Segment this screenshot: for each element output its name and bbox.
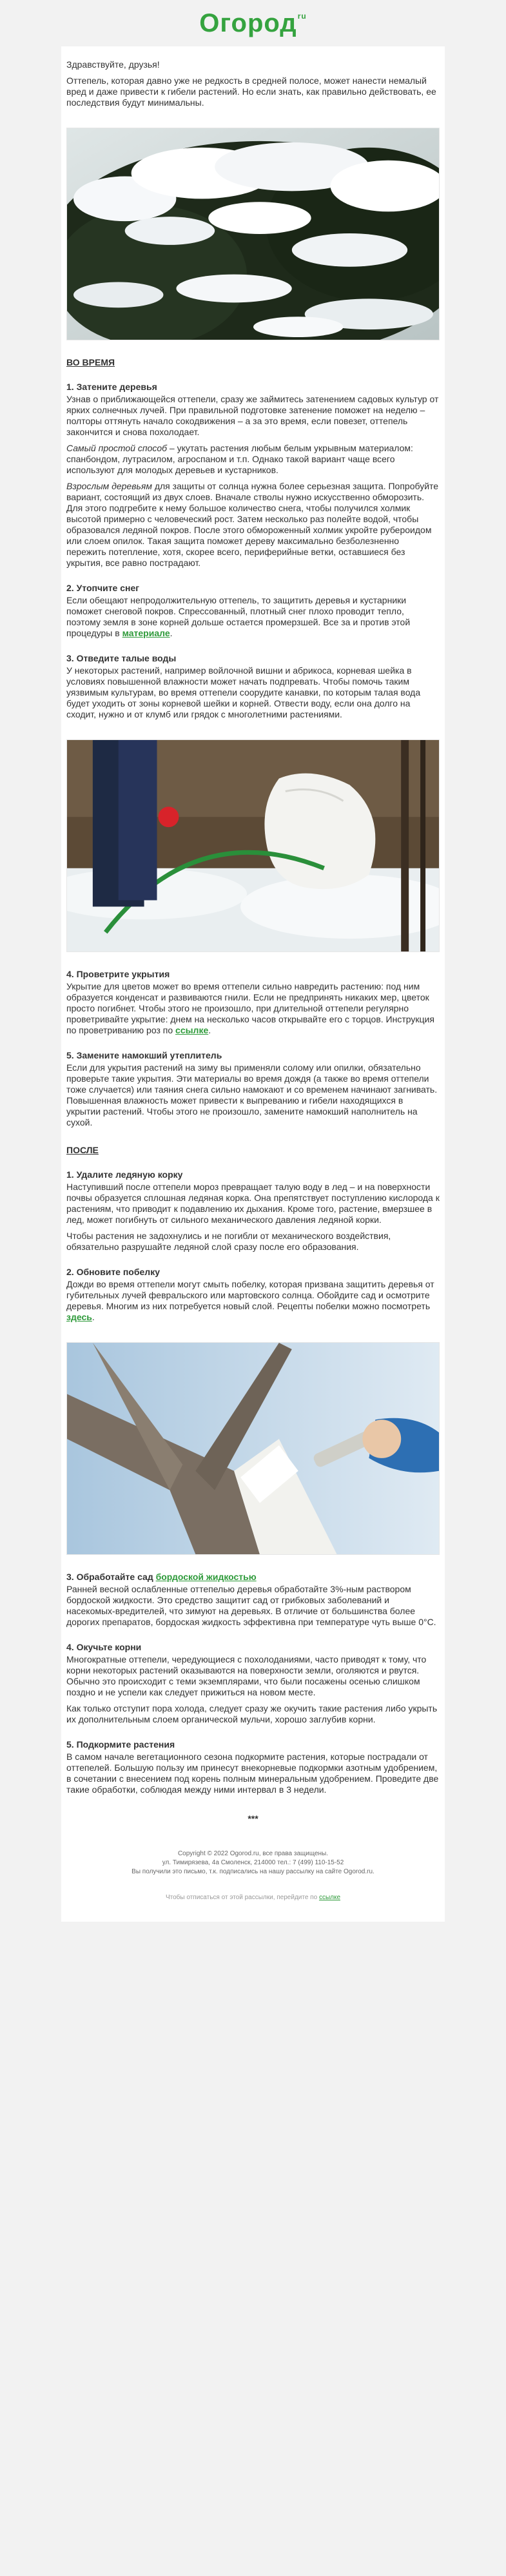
whitewash-recipes-link[interactable]: здесь — [66, 1312, 92, 1322]
after-step2-text — [66, 1279, 440, 1323]
intro-text: Оттепель, которая давно уже не редкость в средней полосе, может нанести немалый вред и даже привести к гибели растений. Но если знать, как правильно действовать, ее последствия будут минимальны. — [66, 75, 436, 108]
step1-text-2-rest: – укутать растения любым белым укрывным материалом: спанбондом, лутрасилом, агроспаном и т.п. Однако такой вариант чаще всего используют для молодых деревьев и кустарников. — [66, 443, 413, 475]
step4-text-end: . — [208, 1025, 211, 1035]
email-body — [61, 46, 445, 1922]
during-step3-text: У некоторых растений, например войлочной вишни и абрикоса, корневая шейка в условиях повышенной влажности может начать подпревать. Чтобы помочь таким уязвимым культурам, во время оттепели соорудите канавки, по которым талая вода будет уходить от зоны корневой шейки и корней. Отвести воду, если она долго на сходит, нужно и от клумб или грядок с многолетними растениями. — [66, 665, 421, 719]
step4-text-body: Укрытие для цветов может во время оттепели сильно навредить растению: под ним образуется конденсат и развиваются гнили. Если не предпринять никаких мер, цветок просто погибнет. Чтобы этого не произошло, при длительной оттепели регулярно проветривайте укрытие: днем на несколько часов открывайте его с торцов. Инструкция по проветриванию роз по — [66, 981, 434, 1035]
logo-domain: ru — [297, 11, 307, 21]
photo-whitewashing-tree — [66, 1342, 440, 1555]
greeting: Здравствуйте, друзья! — [66, 59, 160, 70]
logo-text: Огород — [199, 8, 297, 37]
during-step1-text: Узнав о приближающейся оттепели, сразу же займитесь затенением садовых культур от ярких солнечных лучей. При правильной подготовке затенение поможет на неделю – полторы оттянуть начало сокодвижения – а за это время, если повезет, оттепель закончится и снова похолодает. — [66, 394, 439, 437]
after-step1-text-2: Чтобы растения не задохнулись и не погибли от механического воздействия, обязательно разрушайте ледяной слой сразу после его образования. — [66, 1231, 391, 1252]
photo-snowy-bush — [66, 128, 440, 340]
after-step4-text-2: Как только отступит пора холода, следует сразу же окучить такие растения либо укрыть их дополнительным слоем органической мульчи, хорошо заглубив корни. — [66, 1703, 438, 1724]
section-title-after: ПОСЛЕ — [66, 1145, 99, 1155]
after-step5-heading: 5. Подкормите растения — [66, 1739, 175, 1750]
after-step1-heading: 1. Удалите ледяную корку — [66, 1169, 183, 1180]
separator-stars: *** — [248, 1813, 258, 1824]
bordeaux-mixture-link[interactable]: бордоской жидкостью — [155, 1572, 257, 1582]
during-step4-text — [66, 981, 440, 1036]
after-step3-heading-pre: 3. Обработайте сад — [66, 1572, 156, 1582]
copyright: Copyright © 2022 Ogorod.ru, все права защищены. — [177, 1850, 329, 1857]
during-step2-heading: 2. Утопчите снег — [66, 583, 140, 593]
after-step4-heading: 4. Окучьте корни — [66, 1642, 142, 1652]
email-footer — [66, 1837, 440, 1902]
after-step1-text: Наступивший после оттепели мороз превращает талую воду в лед – и на поверхности почвы образуется сплошная ледяная корка. Она препятствует поступлению кислорода к растениям, что приводит к подавлению их дыхания. Кроме того, растение, вмерзшее в лед, может погибнуть от сильного механического давления ледяной корки. — [66, 1182, 440, 1225]
after-step2-heading: 2. Обновите побелку — [66, 1267, 160, 1277]
step2-text-end: . — [170, 628, 173, 638]
after-step3-heading — [66, 1572, 440, 1583]
section-title-during: ВО ВРЕМЯ — [66, 357, 115, 367]
emphasis-simple-way: Самый простой способ — [66, 443, 168, 453]
email-header — [0, 0, 506, 46]
after-step2-text-end: . — [92, 1312, 95, 1322]
photo-covering-plant — [66, 739, 440, 952]
subscription-reason: Вы получили это письмо, т.к. подписались на нашу рассылку на сайте Ogorod.ru. — [131, 1868, 375, 1875]
site-logo[interactable] — [199, 9, 306, 38]
after-step5-text: В самом начале вегетационного сезона подкормите растения, которые пострадали от оттепелей. Большую пользу им принесут внекорневые подкормки азотным удобрением, в сочетании с внесением под корень полным минеральным удобрением. Проведите две такие обработки, соблюдая между ними интервал в 3 недели. — [66, 1751, 439, 1795]
during-step1-text-3 — [66, 481, 440, 569]
after-step3-text: Ранней весной ослабленные оттепелью деревья обработайте 3%-ным раствором бордоской жидкости. Это средство защитит сад от грибковых заболеваний и насекомых-вредителей, что зимуют на деревьях. В отличие от большинства более дорогих препаратов, бордоская жидкость эффективна при температуре чуть выше 0°С. — [66, 1584, 436, 1627]
step2-text-body: Если обещают непродолжительную оттепель, то защитить деревья и кустарники поможет снеговой покров. Спрессованный, плотный снег плохо проводит тепло, поэтому земля в зоне корней дольше остается промерзшей. Все за и против этой процедуры в — [66, 595, 411, 638]
after-step4-text: Многократные оттепели, чередующиеся с похолоданиями, часто приводят к тому, что корни некоторых растений оказываются на поверхности земли, оголяются и рвутся. Обычно это происходит с теми экземплярами, что были посажены осенью слишком поздно и не успели как следует прижиться на новом месте. — [66, 1654, 427, 1697]
during-step4-heading: 4. Проветрите укрытия — [66, 969, 170, 979]
during-step5-text: Если для укрытия растений на зиму вы применяли солому или опилки, обязательно проверьте такие укрытия. Эти материалы во время дождя (а также во время оттепели тоже случается) или таяния снега сильно намокают и со временем начинают загнивать. Повышенная влажность может привести к выпреванию и гибели находящихся в укрытии растений. Чтобы этого не произошло, замените намокший наполнитель на сухой. — [66, 1062, 438, 1127]
during-step1-heading: 1. Затените деревья — [66, 382, 157, 392]
unsubscribe-link[interactable]: ссылке — [318, 1894, 341, 1901]
unsubscribe-text: Чтобы отписаться от этой рассылки, перейдите по — [165, 1894, 319, 1901]
unsubscribe-line — [66, 1893, 440, 1902]
during-step1-text-2 — [66, 443, 440, 476]
during-step5-heading: 5. Замените намокший утеплитель — [66, 1050, 222, 1060]
roses-ventilation-link[interactable]: ссылке — [175, 1025, 209, 1035]
step1-text-3-rest: для защиты от солнца нужна более серьезная защита. Попробуйте вариант, состоящий из двух слоев. Вначале стволы нужно искусственно обморозить. Для этого подгребите к нему большое количество снега, чтобы получился холмик высотой примерно с человеческий рост. Затем несколько раз полейте водой, чтобы образовался ледяной покров. После этого обмороженный холмик укройте рубероидом или слоем опилок. Такая защита поможет дереву максимально безболезненно пережить потепление, хотя, скорее всего, периферийные ветки, оставшиеся без укрытия, все равно пострадают. — [66, 481, 439, 568]
during-step3-heading: 3. Отведите талые воды — [66, 653, 177, 663]
company-address: ул. Тимирязева, 4а Смоленск, 214000 тел.: 7 (499) 110-15-52 — [162, 1859, 344, 1866]
after-step2-text-body: Дожди во время оттепели могут смыть побелку, которая призвана защитить деревья от губительных лучей февральского или мартовского солнца. Обойдите сад и осмотрите деревья. Многим из них потребуется новый слой. Рецепты побелки можно посмотреть — [66, 1279, 434, 1311]
during-step2-text — [66, 595, 440, 639]
emphasis-adult-trees: Взрослым деревьям — [66, 481, 152, 491]
material-link[interactable]: материале — [122, 628, 170, 638]
